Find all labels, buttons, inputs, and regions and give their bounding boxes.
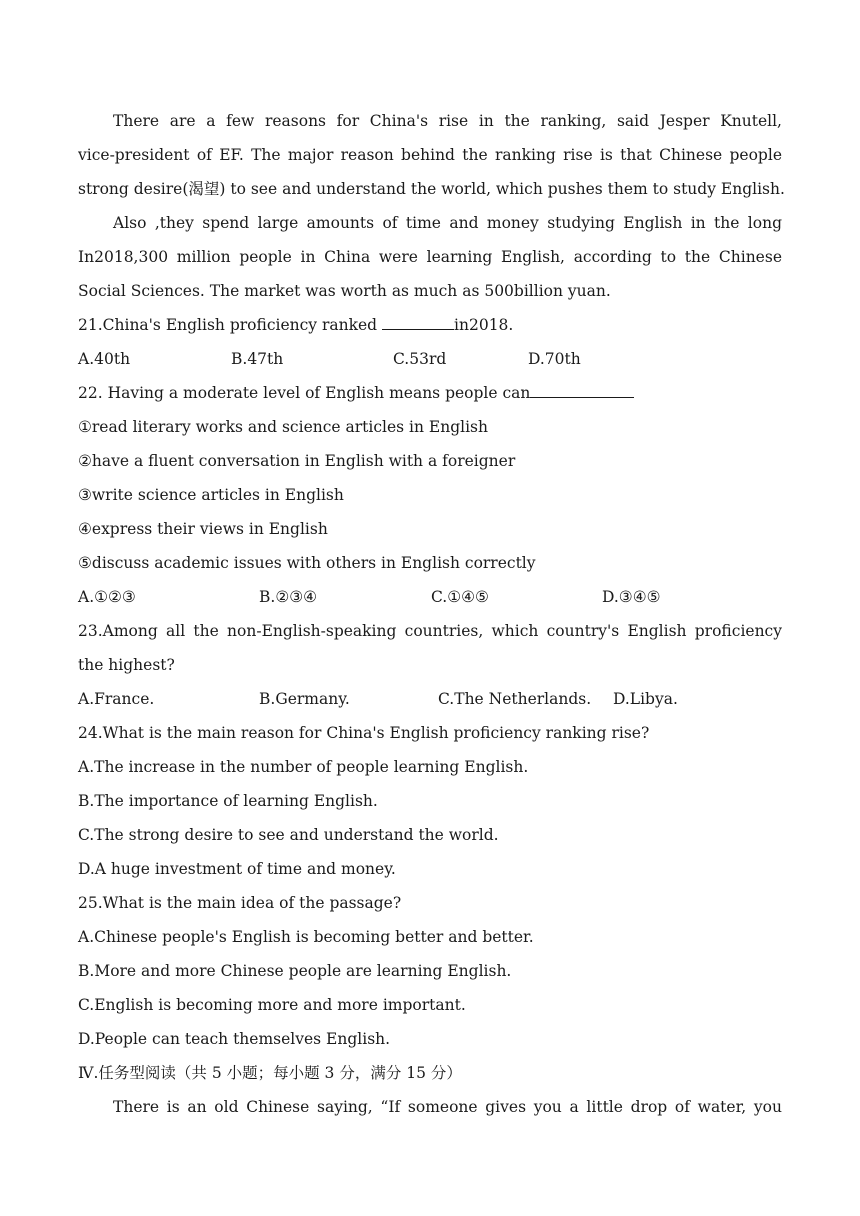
question-22-item-3: ③write science articles in English [78, 486, 344, 504]
option-c: C.53rd [393, 350, 447, 368]
question-22-item-2: ②have a fluent conversation in English with a foreigner [78, 452, 516, 470]
question-23-stem-line-1: 23.Among all the non-English-speaking countries, which country's English proficiency [78, 622, 782, 640]
paragraph-1-line-1: There are a few reasons for China's rise in the ranking, said Jesper Knutell, [113, 112, 782, 130]
answer-blank [382, 315, 454, 330]
document-page [78, 104, 785, 1124]
question-22-item-4: ④express their views in English [78, 520, 328, 538]
option-a: A.40th [78, 350, 131, 368]
question-24-option-b: B.The importance of learning English. [78, 792, 378, 810]
question-23-stem-line-2: the highest? [78, 656, 175, 674]
question-25-stem: 25.What is the main idea of the passage? [78, 894, 402, 912]
answer-blank [530, 383, 634, 398]
paragraph-2-line-1: Also ,they spend large amounts of time and money studying English in the long [113, 214, 782, 232]
option-b: B.Germany. [259, 690, 350, 708]
question-25-option-a: A.Chinese people's English is becoming better and better. [78, 928, 534, 946]
question-22-stem-text: 22. Having a moderate level of English means people can [78, 384, 531, 402]
question-21-stem-after: in2018. [454, 316, 514, 334]
option-d: D.70th [528, 350, 581, 368]
question-25-option-d: D.People can teach themselves English. [78, 1030, 391, 1048]
question-24-option-d: D.A huge investment of time and money. [78, 860, 396, 878]
paragraph-2-line-2: In2018,300 million people in China were learning English, according to the Chinese [78, 248, 782, 266]
question-22-item-1: ①read literary works and science articles in English [78, 418, 488, 436]
option-a: A.①②③ [78, 588, 136, 606]
option-d: D.Libya. [613, 690, 678, 708]
option-d: D.③④⑤ [602, 588, 661, 606]
paragraph-1-line-3: strong desire(渴望) to see and understand the world, which pushes them to study English. [78, 180, 785, 198]
section-4-heading: Ⅳ.任务型阅读（共 5 小题；每小题 3 分，满分 15 分） [78, 1064, 462, 1082]
question-24-option-a: A.The increase in the number of people learning English. [78, 758, 529, 776]
section-4-paragraph-line-1: There is an old Chinese saying, “If someone gives you a little drop of water, you [113, 1098, 782, 1116]
option-c: C.①④⑤ [431, 588, 489, 606]
question-21-stem [78, 308, 782, 342]
paragraph-2-line-3: Social Sciences. The market was worth as much as 500billion yuan. [78, 282, 611, 300]
question-25-option-c: C.English is becoming more and more important. [78, 996, 466, 1014]
question-24-stem: 24.What is the main reason for China's English proficiency ranking rise? [78, 724, 650, 742]
option-b: B.②③④ [259, 588, 318, 606]
question-21-options [78, 342, 782, 376]
question-21-stem-before: 21.China's English proficiency ranked [78, 316, 383, 334]
option-c: C.The Netherlands. [438, 690, 592, 708]
question-23-options [78, 682, 782, 716]
option-b: B.47th [231, 350, 284, 368]
question-22-stem [78, 376, 782, 410]
paragraph-1-line-2: vice-president of EF. The major reason behind the ranking rise is that Chinese people [78, 146, 782, 164]
question-22-item-5: ⑤discuss academic issues with others in English correctly [78, 554, 536, 572]
question-24-option-c: C.The strong desire to see and understand the world. [78, 826, 499, 844]
question-22-options [78, 580, 782, 614]
option-a: A.France. [78, 690, 155, 708]
question-25-option-b: B.More and more Chinese people are learning English. [78, 962, 512, 980]
